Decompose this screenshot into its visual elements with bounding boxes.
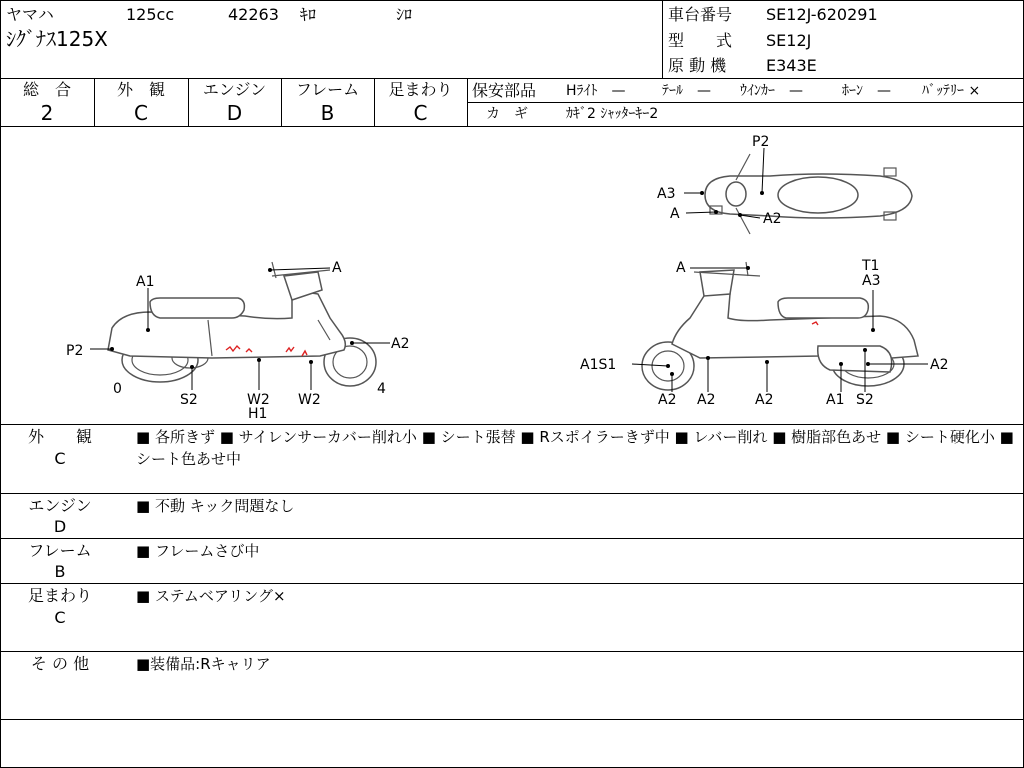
- label-left-4: 4: [377, 381, 386, 397]
- label-left-s2: S2: [180, 392, 198, 408]
- grade-value-suspension: C: [413, 101, 428, 125]
- label-right-a1s1: A1S1: [580, 357, 617, 373]
- label-right-a1: A1: [826, 392, 845, 408]
- label-left-w2: W2: [247, 392, 270, 408]
- note-rule: [0, 493, 1024, 494]
- note-text-engine: ■ 不動 キック問題なし: [136, 497, 295, 515]
- label-right-a2-body: A2: [755, 392, 774, 408]
- label-left-0: 0: [113, 381, 122, 397]
- label-left-w2-rear: W2: [298, 392, 321, 408]
- label-left-a1: A1: [136, 274, 155, 290]
- grade-label-overall: 総 合: [22, 80, 71, 99]
- damage-diagram: [0, 127, 1024, 424]
- grade-label-exterior: 外 観: [116, 80, 165, 99]
- chassis-label: 車台番号: [668, 5, 733, 24]
- engine-label: 原 動 機: [668, 56, 727, 75]
- safety-winker: ｳｲﾝｶｰ —: [740, 83, 803, 99]
- grade-value-frame: B: [320, 101, 335, 125]
- type-label: 型 式: [668, 31, 733, 50]
- header-bottom-rule: [0, 78, 1024, 79]
- label-left-a: A: [332, 260, 342, 276]
- note-text-other: ■装備品:Rキャリア: [136, 655, 271, 673]
- chassis-value: SE12J-620291: [766, 5, 878, 24]
- safety-taillight: ﾃｰﾙ —: [662, 83, 711, 99]
- color: ｼﾛ: [396, 5, 413, 24]
- note-rule: [0, 719, 1024, 720]
- diagram-bottom-rule: [0, 424, 1024, 425]
- mileage-unit: ｷﾛ: [300, 5, 317, 24]
- note-text-frame: ■ フレームさび中: [136, 542, 260, 560]
- displacement: 125cc: [126, 5, 175, 24]
- note-grade-frame: B: [54, 562, 66, 581]
- top-view-scooter: [705, 154, 912, 234]
- label-right-s2: S2: [856, 392, 874, 408]
- header-divider: [662, 0, 663, 78]
- label-right-a2: A2: [930, 357, 949, 373]
- safety-headlight: Hﾗｲﾄ —: [566, 83, 626, 99]
- label-top-a3: A3: [657, 186, 676, 202]
- note-rule: [0, 538, 1024, 539]
- note-label-exterior: 外 観: [27, 427, 92, 446]
- maker: ヤマハ: [6, 5, 54, 24]
- note-rule: [0, 651, 1024, 652]
- note-text-suspension: ■ ステムベアリング×: [136, 587, 286, 605]
- grade-label-suspension: 足まわり: [388, 80, 453, 99]
- label-left-a2: A2: [391, 336, 410, 352]
- note-label-suspension: 足まわり: [27, 586, 92, 605]
- note-label-engine: エンジン: [28, 496, 92, 515]
- label-left-h1: H1: [248, 406, 268, 422]
- grade-label-engine: エンジン: [202, 80, 267, 99]
- safety-divider: [467, 102, 1024, 103]
- note-text-exterior: ■ 各所きず ■ サイレンサーカバー削れ小 ■ シート張替 ■ Rスポイラーきず中 ■ レバー削れ ■ 樹脂部色あせ ■ シート硬化小 ■ シート色あせ中: [136, 428, 1014, 468]
- safety-label: 保安部品: [472, 81, 537, 100]
- label-top-a2: A2: [763, 211, 782, 227]
- note-grade-suspension: C: [54, 608, 66, 627]
- grade-label-frame: フレーム: [295, 80, 360, 99]
- note-rule: [0, 583, 1024, 584]
- grade-value-overall: 2: [40, 101, 54, 125]
- label-top-a: A: [670, 206, 680, 222]
- note-grade-engine: D: [53, 517, 67, 536]
- type-value: SE12J: [766, 31, 812, 50]
- note-grade-exterior: C: [54, 449, 66, 468]
- note-label-frame: フレーム: [28, 541, 92, 560]
- grade-value-exterior: C: [134, 101, 148, 125]
- label-left-p2: P2: [66, 343, 84, 359]
- grade-value-engine: D: [226, 101, 243, 125]
- key-value: ｶｷﾞ2 ｼｬｯﾀｰｷｰ2: [566, 106, 659, 122]
- safety-battery: ﾊﾞｯﾃﾘｰ ×: [922, 83, 981, 99]
- key-label: カ ギ: [486, 106, 528, 122]
- note-label-other: そ の 他: [30, 654, 90, 673]
- label-top-p2: P2: [752, 134, 770, 150]
- engine-value: E343E: [766, 56, 817, 75]
- mileage: 42263: [228, 5, 279, 24]
- label-right-a3: A3: [862, 273, 881, 289]
- label-right-a2-floor: A2: [697, 392, 716, 408]
- label-right-a: A: [676, 260, 686, 276]
- safety-horn: ﾎｰﾝ —: [842, 83, 891, 99]
- label-right-a2-front: A2: [658, 392, 677, 408]
- label-right-t1: T1: [862, 258, 880, 274]
- model-name: ｼｸﾞﾅｽ125X: [6, 27, 108, 51]
